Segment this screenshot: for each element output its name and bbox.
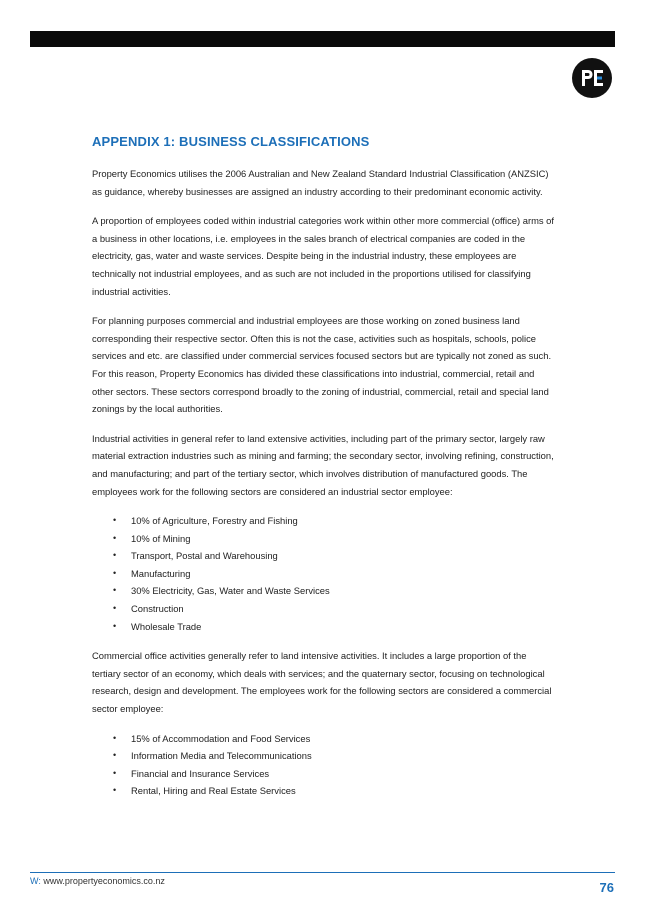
bullet-icon: • — [113, 767, 117, 778]
footer-url-link[interactable]: www.propertyeconomics.co.nz — [43, 876, 165, 886]
list-item: • Manufacturing — [92, 565, 554, 583]
bullet-icon: • — [113, 567, 117, 578]
paragraph-commercial: Commercial office activities generally refer to land intensive activities. It includes a large proportion of the tertiary sector of an economy, which deals with services; and the quaternary sector, focusing on technological research, design and development. The employees work for the following sectors are considered a commercial sector employee: — [92, 650, 552, 715]
paragraph-planning: For planning purposes commercial and industrial employees are those working on zoned business land corresponding their respective sector. Often this is not the case, activities such as hospitals, schools, police services and etc. are classified under commercial services focused sectors but are typically not zoned as such. For this reason, Property Economics has divided these classifications into industrial, commercial, retail and other sectors. These sectors correspond broadly to the zoning of industrial, commercial, retail and special land zonings by the local authorities. — [92, 315, 552, 415]
page-title: APPENDIX 1: BUSINESS CLASSIFICATIONS — [92, 134, 370, 149]
list-item: • 15% of Accommodation and Food Services — [92, 730, 554, 748]
paragraph-industrial: Industrial activities in general refer to land extensive activities, including part of the primary sector, largely raw material extraction industries such as mining and farming; the secondary sector, involving refining, construction, and manufacturing; and part of the tertiary sector, which involves distribution of manufactured goods. The employees work for the following sectors are considered an industrial sector employee: — [92, 432, 554, 497]
bullet-icon: • — [113, 585, 117, 596]
main-content — [92, 134, 554, 812]
commercial-sector-list — [92, 730, 554, 800]
footer-url-prefix: W: — [30, 876, 41, 886]
list-item: • Rental, Hiring and Real Estate Services — [92, 782, 554, 800]
bullet-icon: • — [113, 515, 117, 526]
list-item: • Construction — [92, 600, 554, 618]
paragraph-proportion: A proportion of employees coded within industrial categories work within other more commercial (office) arms of a business in other locations, i.e. employees in the sales branch of electrical companies are coded in the electricity, gas, water and waste services. Despite being in the industrial industry, these employees are technically not industrial employees, and as such are not included in the proportions utilised for classifying industrial activities. — [92, 215, 555, 297]
industrial-sector-list — [92, 512, 554, 635]
footer-website[interactable] — [30, 876, 165, 886]
list-item: • Wholesale Trade — [92, 618, 554, 636]
list-item: • Transport, Postal and Warehousing — [92, 547, 554, 565]
bullet-icon: • — [113, 620, 117, 631]
list-item: • 30% Electricity, Gas, Water and Waste Services — [92, 582, 554, 600]
footer-divider — [30, 872, 615, 873]
bullet-icon: • — [113, 750, 117, 761]
bullet-icon: • — [113, 785, 117, 796]
header-bar — [30, 31, 615, 47]
list-item: • Information Media and Telecommunications — [92, 747, 554, 765]
bullet-icon: • — [113, 550, 117, 561]
list-item: • Financial and Insurance Services — [92, 765, 554, 783]
bullet-icon: • — [113, 732, 117, 743]
list-item: • 10% of Mining — [92, 530, 554, 548]
pe-logo-icon — [580, 69, 604, 87]
list-item: • 10% of Agriculture, Forestry and Fishing — [92, 512, 554, 530]
page-number: 76 — [599, 880, 614, 895]
paragraph-anzsic: Property Economics utilises the 2006 Australian and New Zealand Standard Industrial Classification (ANZSIC) as guidance, whereby businesses are assigned an industry according to their predominant economic activity. — [92, 168, 549, 197]
bullet-icon: • — [113, 532, 117, 543]
bullet-icon: • — [113, 603, 117, 614]
company-logo — [572, 58, 612, 98]
